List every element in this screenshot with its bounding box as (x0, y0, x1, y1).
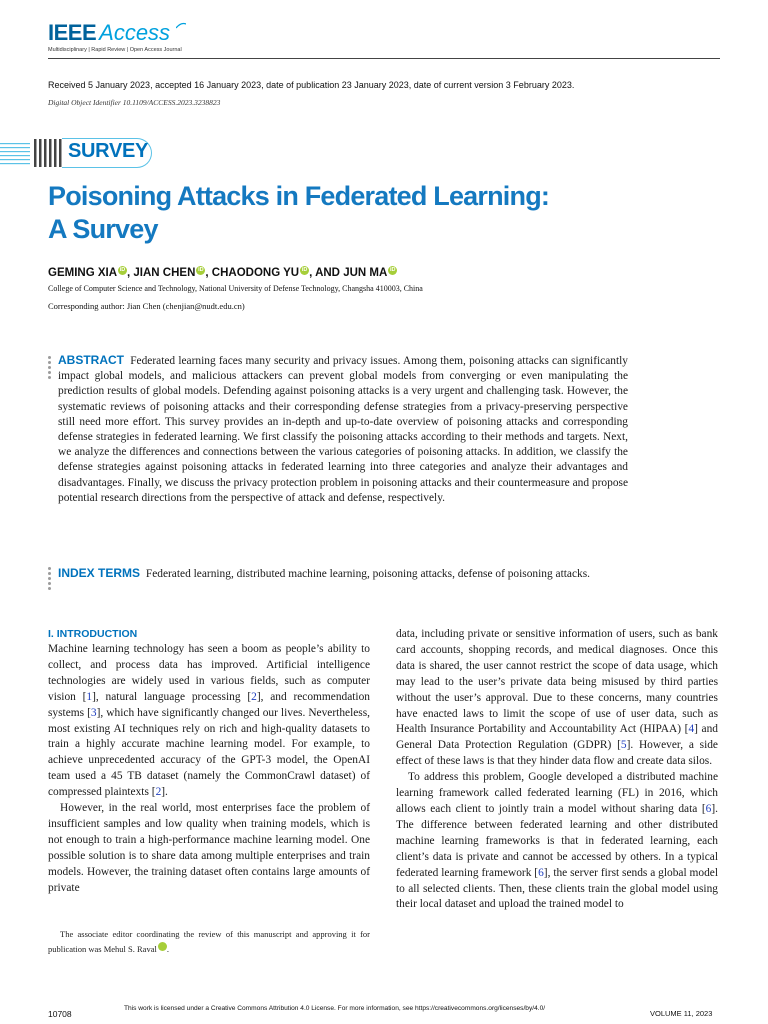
ieee-access-logo (48, 22, 186, 44)
paragraph-text: data, including private or sensitive information of users, such as bank card accounts, shopping records, and medical diagnoses. Once this data is shared, the user cannot restrict the scope of data usage, which may lead to the user’s private data being misused by third parties without the user’s approval. Due to these concerns, many countries have enacted laws to limit the scope of use of user data, such as Health Insurance Portability and Accountability Act (HIPAA) [ (396, 628, 718, 736)
paragraph-text: ], the server first sends a global model to all selected clients. Then, these clients train the global model using their local dataset and upload the trained model to (396, 866, 718, 911)
orcid-icon[interactable]: iD (119, 267, 126, 273)
corresponding-author: Corresponding author: Jian Chen (chenjian@nudt.edu.cn) (48, 301, 245, 311)
author-name: CHAODONG YU (211, 267, 300, 279)
citation-link[interactable]: 2 (251, 690, 257, 703)
orcid-icon[interactable]: iD (301, 267, 308, 273)
orcid-icon[interactable]: iD (158, 942, 167, 951)
title-line-2: A Survey (48, 214, 158, 244)
body-paragraph (396, 770, 718, 913)
affiliation: College of Computer Science and Technology, National University of Defense Technology, Changsha 410003, China (48, 284, 423, 293)
index-terms-text: Federated learning, distributed machine learning, poisoning attacks, defense of poisoning attacks. (145, 568, 590, 580)
journal-tagline: Multidisciplinary | Rapid Review | Open Access Journal (48, 47, 182, 53)
orcid-icon[interactable]: iD (198, 267, 204, 273)
logo-swoosh-icon (176, 22, 186, 30)
paragraph-text: To address this problem, Google developed a distributed machine learning framework called federated learning (FL) in 2016, which allows each client to jointly train a model without sharing data [ (396, 771, 718, 815)
citation-link[interactable]: 6 (538, 866, 544, 879)
license-notice: This work is licensed under a Creative Commons Attribution 4.0 License. For more information, see https://creativecommons.org/licenses/by/4.0/ (124, 1005, 546, 1012)
paragraph-text: Machine learning technology has seen a boom as people’s ability to collect, and process data has improved. Artificial intelligence technologies are widely used in various fields, such as computer vision [ (48, 643, 370, 703)
page-number: 10708 (48, 1009, 72, 1019)
body-column-right (396, 627, 718, 913)
paragraph-text: ]. The difference between federated learning and other distributed machine learning frameworks is that in federated learning, each client’s data is private and cannot be accessed by others. In a typical federated learning framework [ (396, 802, 718, 879)
paragraph-text: ]. However, a side effect of these laws is that they hinder data flow and create data silos. (396, 739, 718, 768)
publication-dates: Received 5 January 2023, accepted 16 January 2023, date of publication 23 January 2023, date of current version 3 February 2023. (48, 80, 575, 90)
doi-line: Digital Object Identifier 10.1109/ACCESS.2023.3238823 (48, 98, 221, 107)
abstract (58, 353, 628, 506)
paragraph-text: However, in the real world, most enterprises face the problem of insufficient samples and low quality when training models, which is not enough to train a high-performance machine learning model. One possible solution is to share data among multiple enterprises and train models. However, the training dataset often contains large amounts of private (48, 802, 370, 894)
author-name: GEMING XIA (48, 267, 118, 279)
paper-title (48, 180, 720, 246)
logo-ieee-text: IEEE (48, 20, 97, 45)
citation-link[interactable]: 1 (86, 690, 93, 703)
abstract-text: Federated learning faces many security and privacy issues. Among them, poisoning attacks can significantly impact global models, and malicious attackers can prevent global models from converging or even manipulating the prediction results of global models. Defending against poisoning attacks is a very urgent and challenging task. However, the systematic reviews of poisoning attacks and their corresponding defense strategies from a privacy-preserving perspective still need more effort. This survey provides an in-depth and up-to-date overview of poisoning attacks and corresponding defense strategies in federated learning. We first classify the poisoning attacks according to their methods and targets. Next, we analyze the differences and connections between the various categories of poisoning attacks. In addition, we classify the defense strategies against poisoning attacks in federated learning into three categories and analyze their advantages and disadvantages. Finally, we discuss the privacy protection problem in poisoning attacks and their countermeasure and propose potential research directions from the perspective of attack and defense, respectively. (58, 355, 629, 504)
body-column-left (48, 627, 370, 897)
author-name: JUN MA (343, 267, 388, 279)
orcid-icon[interactable]: iD (390, 267, 396, 273)
paragraph-text: ], natural language processing [ (92, 690, 252, 703)
citation-link[interactable]: 6 (705, 802, 712, 815)
index-terms-marker-icon (48, 567, 51, 592)
index-terms (58, 566, 628, 582)
left-column-paragraphs (48, 642, 370, 897)
paragraph-text: ], which have significantly changed our lives. Nevertheless, most existing AI techniques rely on rich and high-quality datasets to train a highly accurate machine learning model. For example, to achieve unprecedented accuracy of the GPT-3 model, the OpenAI team used a 45 TB dataset (namely the CommonCrawl dataset) of compressed plaintexts [ (48, 706, 371, 799)
header-divider (48, 58, 720, 59)
survey-badge-label: SURVEY (68, 140, 149, 162)
citation-link[interactable]: 2 (155, 786, 162, 799)
abstract-heading: ABSTRACT (58, 353, 124, 367)
body-paragraph (396, 627, 718, 770)
abstract-marker-icon (48, 356, 51, 381)
editor-footnote: The associate editor coordinating the review of this manuscript and approving it for publication was Mehul S. Raval iD. (48, 929, 370, 954)
citation-link[interactable]: 4 (688, 723, 695, 736)
author-separator: , (127, 267, 134, 279)
author-separator: , AND (309, 267, 344, 279)
author-name: JIAN CHEN (133, 267, 196, 279)
paragraph-text: ], and recommendation systems [ (48, 690, 370, 719)
citation-link[interactable]: 5 (620, 739, 627, 752)
logo-access-text: Access (99, 20, 171, 45)
paragraph-text: ] and General Data Protection Regulation (GDPR) [ (396, 723, 718, 752)
index-terms-heading: INDEX TERMS (58, 566, 141, 580)
footnote-text: The associate editor coordinating the review of this manuscript and approving it for publication was Mehul S. Raval (48, 929, 370, 954)
body-paragraph (48, 642, 370, 801)
volume-label: VOLUME 11, 2023 (650, 1009, 713, 1018)
body-paragraph (48, 801, 370, 896)
section-heading-introduction: I. INTRODUCTION (48, 628, 138, 640)
badge-stripes-icon (0, 138, 62, 168)
author-separator: , (205, 267, 212, 279)
citation-link[interactable]: 3 (90, 706, 97, 719)
paragraph-text: ]. (161, 786, 168, 799)
right-column-paragraphs (396, 627, 718, 913)
author-list (48, 266, 397, 279)
title-line-1: Poisoning Attacks in Federated Learning: (48, 181, 550, 211)
